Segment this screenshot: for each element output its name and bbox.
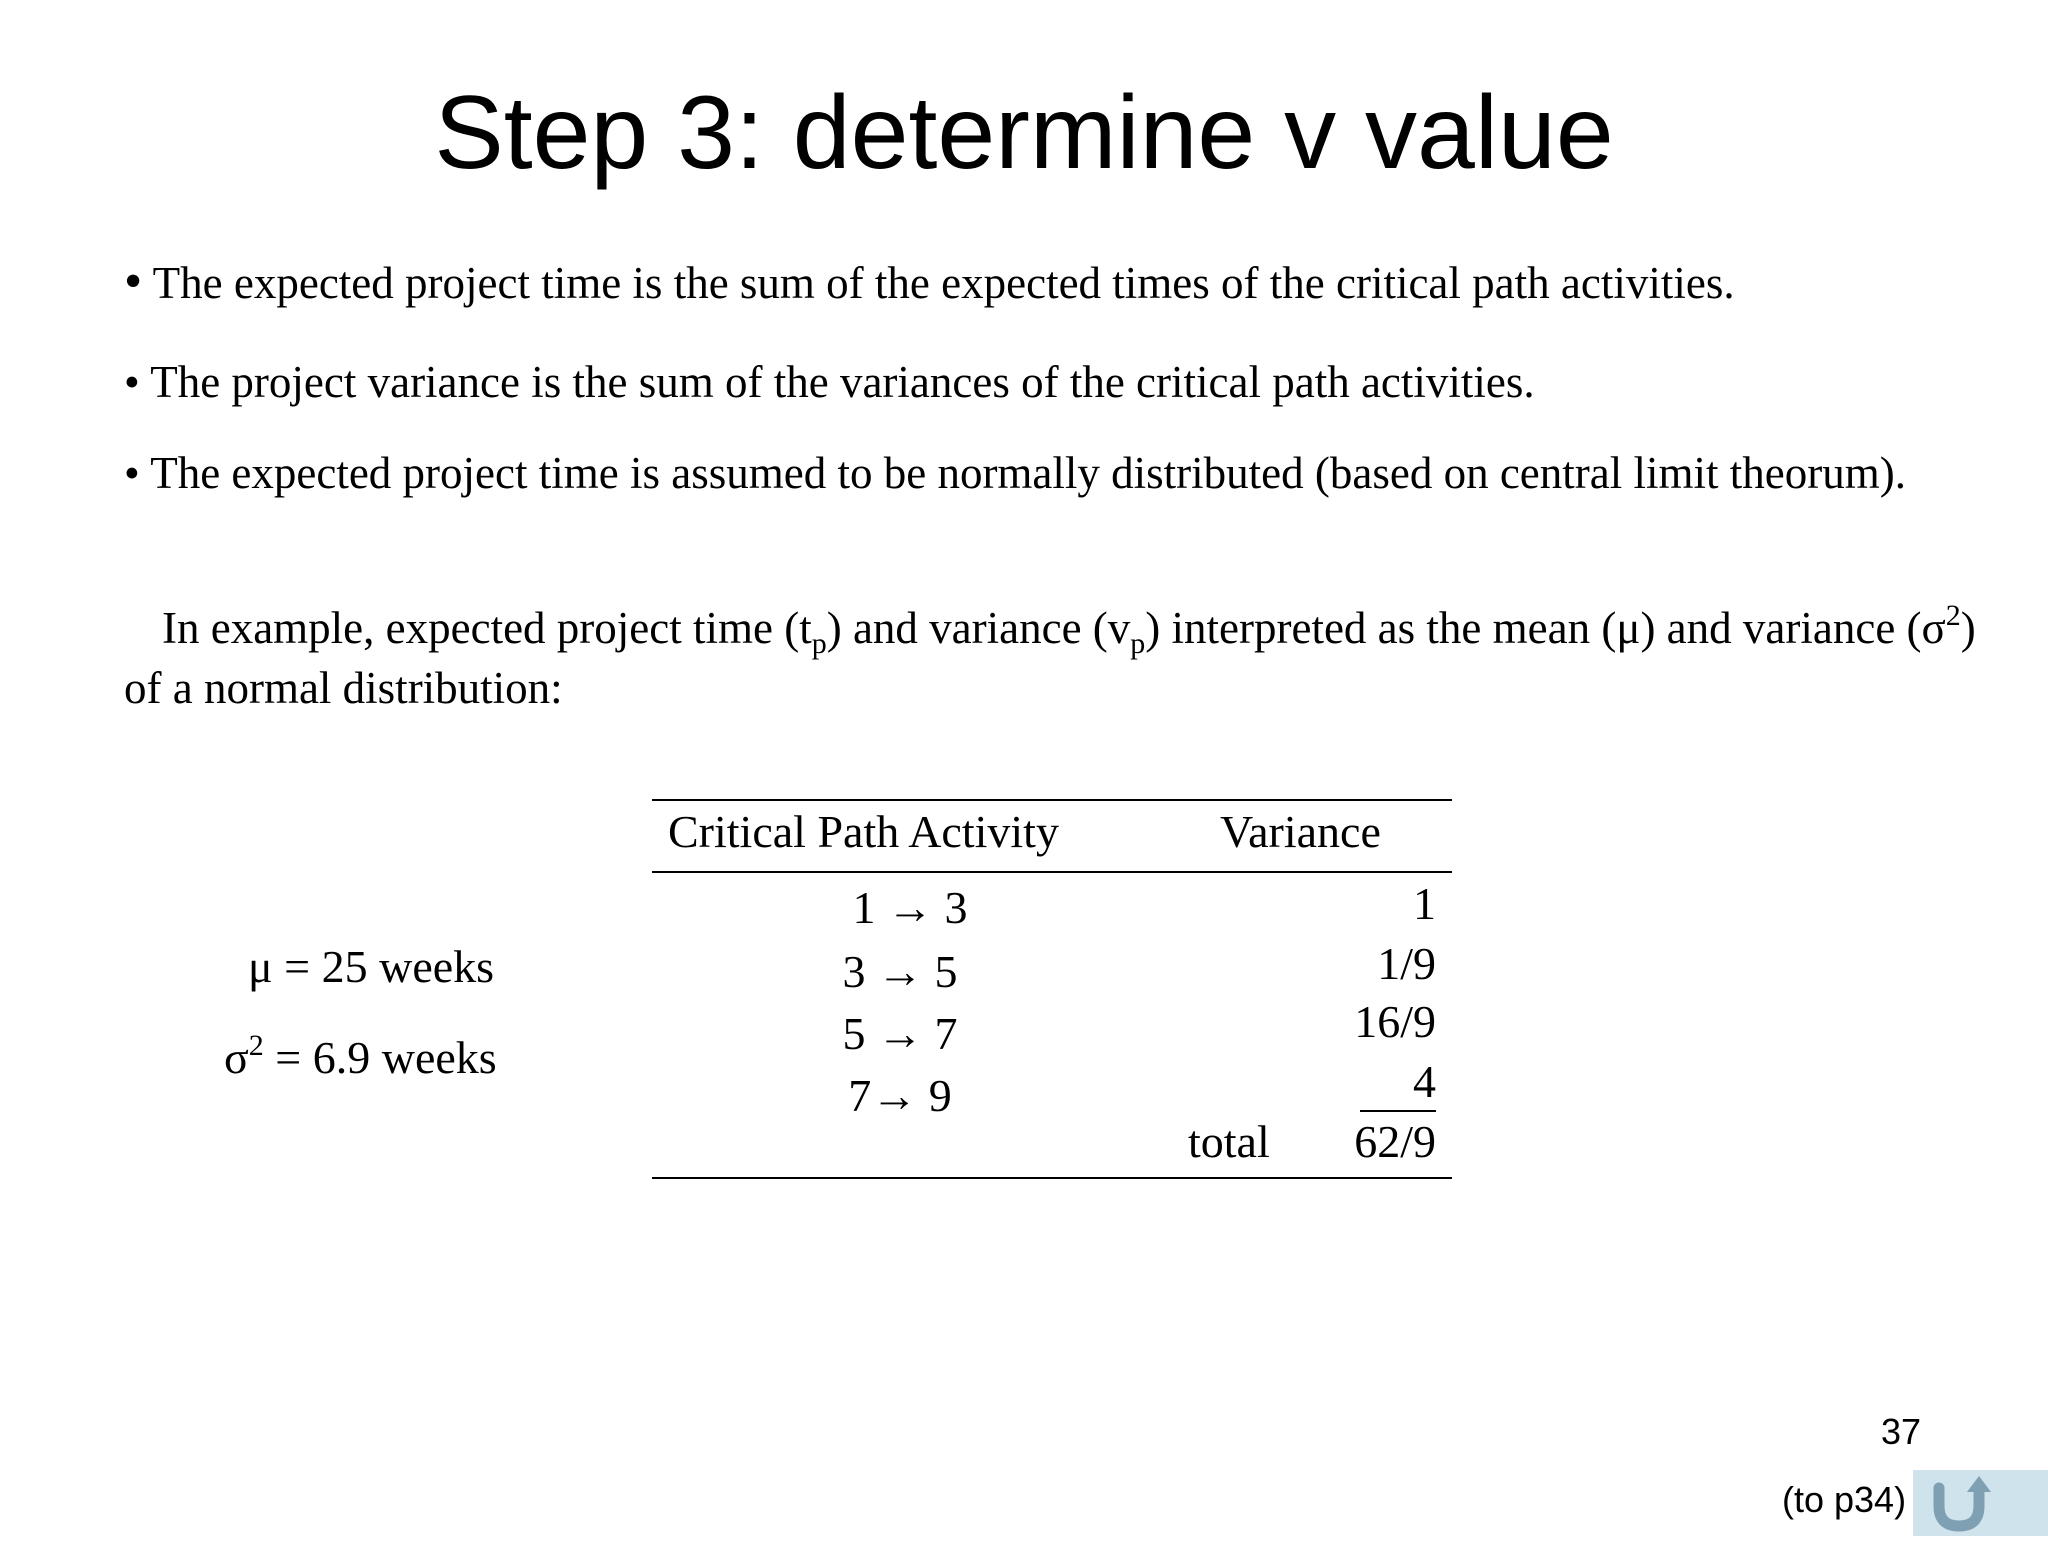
subscript: p (1130, 627, 1146, 660)
bullet-marker: • (124, 253, 143, 310)
bullet-text: The expected project time is assumed to be normally distributed (based on central limit theorum). (150, 448, 1906, 498)
bullet-text: The expected project time is the sum of the expected times of the critical path activities. (152, 258, 1735, 308)
example-text: ) interpreted as the mean (μ) and variance (σ (1145, 603, 1946, 653)
table-row-activity: 5 → 7 (842, 1008, 958, 1059)
table-top-rule (652, 799, 1452, 801)
bullet-marker: • (124, 357, 140, 407)
slide-title: Step 3: determine v value (434, 75, 1614, 191)
table-bottom-rule (652, 1177, 1452, 1179)
example-text: ) and variance (v (826, 603, 1131, 653)
back-to-page-link[interactable]: (to p34) (1782, 1479, 1907, 1520)
example-paragraph (124, 598, 1994, 718)
bullet-project-variance (124, 352, 1994, 412)
u-turn-back-icon (1913, 1470, 2048, 1536)
table-total-value: 62/9 (1354, 1116, 1436, 1167)
example-text: In example, expected project time (t (162, 603, 812, 653)
table-row-variance: 4 (1413, 1056, 1436, 1107)
table-row-variance: 16/9 (1354, 996, 1436, 1047)
mean-stat: μ = 25 weeks (248, 941, 495, 992)
subscript: p (811, 627, 827, 660)
example-text: ) of a normal distribution: (124, 603, 1976, 713)
sum-underline (1360, 1110, 1436, 1112)
page-number: 37 (1880, 1411, 1921, 1452)
back-button[interactable] (1913, 1470, 2048, 1536)
table-header-rule (652, 871, 1452, 873)
bullet-marker: • (124, 448, 140, 498)
table-row-activity: 3 → 5 (842, 946, 958, 997)
table-header-variance: Variance (1220, 806, 1381, 857)
table-header-activity: Critical Path Activity (668, 806, 1059, 857)
variance-stat (224, 1030, 497, 1086)
superscript: 2 (248, 1029, 264, 1062)
table-row-variance: 1/9 (1377, 938, 1436, 989)
superscript: 2 (1945, 599, 1961, 632)
table-row-activity: 1 → 3 (852, 882, 968, 933)
bullet-normal-distribution (124, 443, 1994, 503)
bullet-expected-time (124, 252, 1994, 313)
table-row-variance: 1 (1413, 878, 1436, 929)
sigma-symbol: σ (224, 1032, 249, 1083)
variance-value: = 6.9 weeks (263, 1032, 497, 1083)
table-row-activity: 7→ 9 (848, 1070, 952, 1121)
table-total-label: total (1188, 1116, 1270, 1167)
bullet-text: The project variance is the sum of the variances of the critical path activities. (150, 357, 1535, 407)
